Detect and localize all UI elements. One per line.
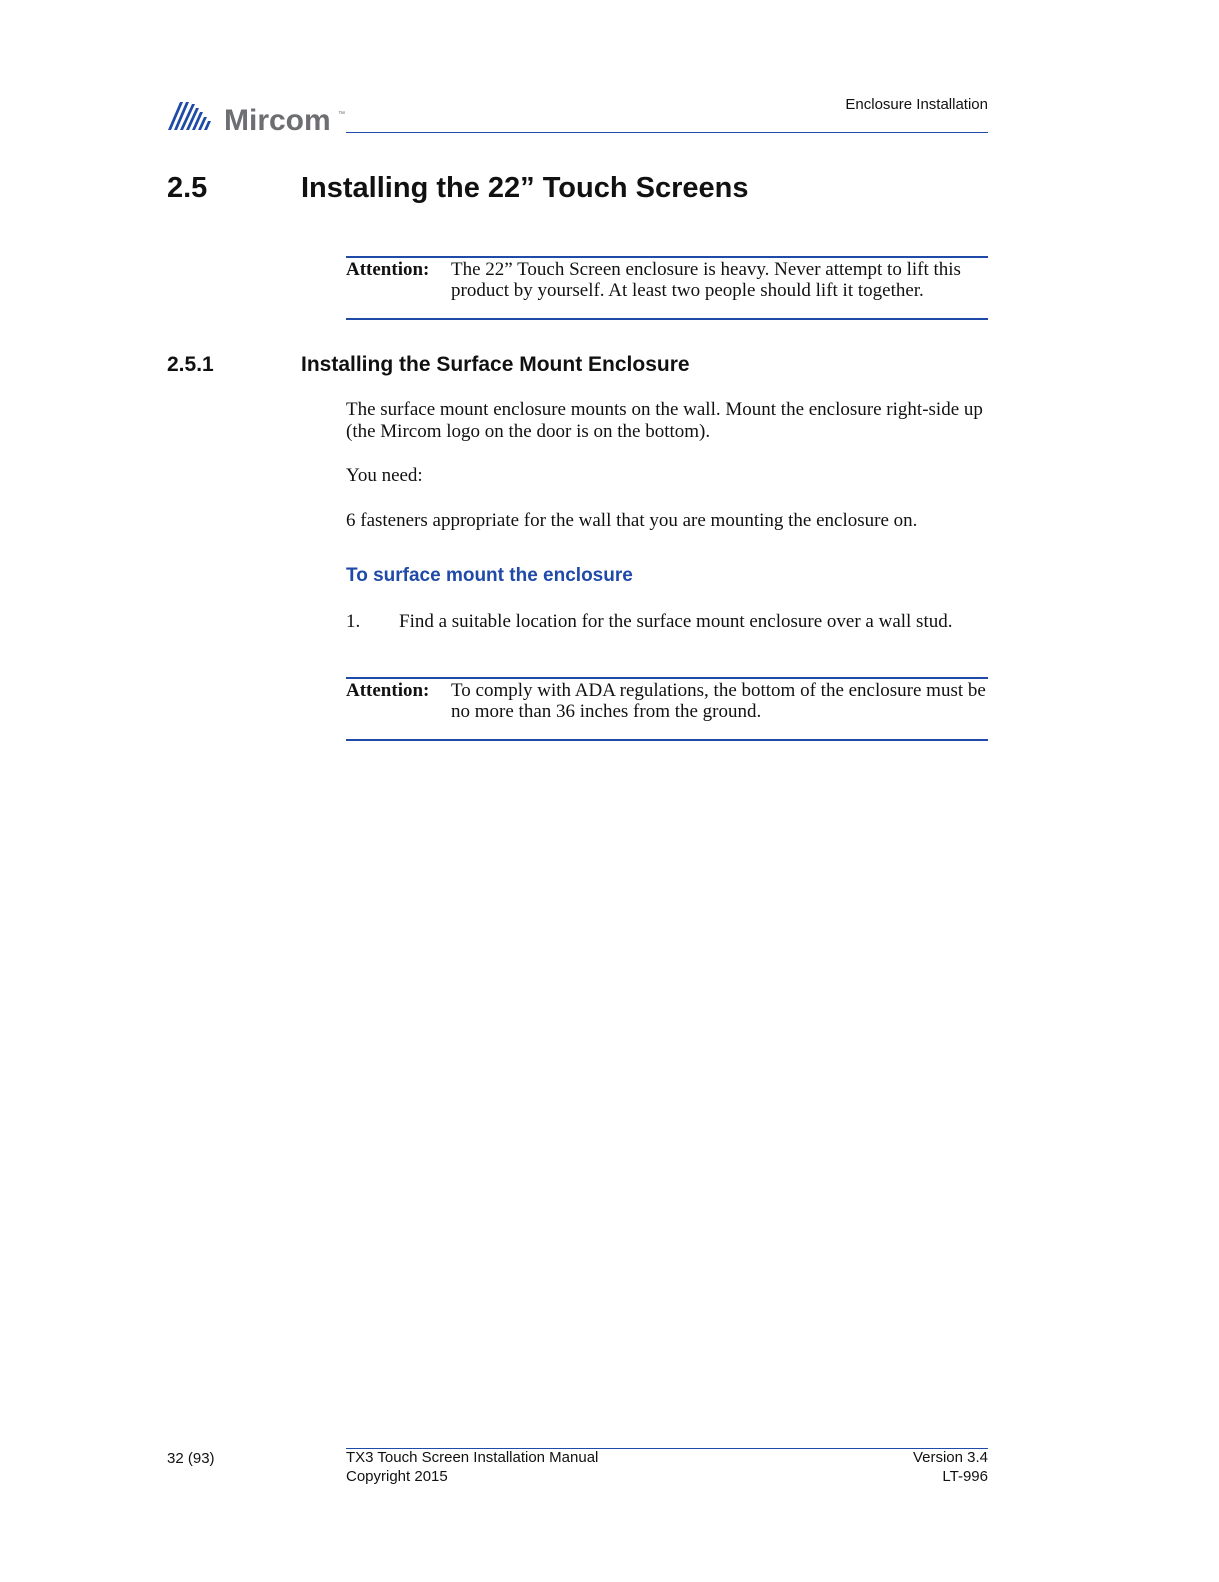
subsection-title: Installing the Surface Mount Enclosure xyxy=(301,353,690,376)
attention-text: The 22” Touch Screen enclosure is heavy. Never attempt to lift this product by yourself. At least two people should lift it together. xyxy=(451,259,961,301)
logo-wordmark: Mircom xyxy=(224,104,331,136)
step-number: 1. xyxy=(346,611,361,632)
attention-box xyxy=(346,677,988,741)
attention-label: Attention: xyxy=(346,259,430,280)
attention-text: To comply with ADA regulations, the bottom of the enclosure must be no more than 36 inches from the ground. xyxy=(451,680,986,722)
step-text: Find a suitable location for the surface mount enclosure over a wall stud. xyxy=(399,611,953,632)
section-number: 2.5 xyxy=(167,172,208,204)
mircom-logo-mark-icon xyxy=(166,100,346,136)
subsection-number: 2.5.1 xyxy=(167,353,214,376)
document-code: LT-996 xyxy=(942,1468,988,1485)
logo-trademark: ™ xyxy=(338,111,345,118)
body-paragraph: The surface mount enclosure mounts on the wall. Mount the enclosure right-side up (the Mircom logo on the door is on the bottom). xyxy=(346,399,983,442)
version: Version 3.4 xyxy=(912,1449,988,1466)
body-paragraph: 6 fasteners appropriate for the wall that you are mounting the enclosure on. xyxy=(346,510,918,531)
body-paragraph: You need: xyxy=(346,465,423,486)
manual-title: TX3 Touch Screen Installation Manual xyxy=(346,1449,599,1466)
attention-label: Attention: xyxy=(346,680,430,701)
header-rule xyxy=(346,132,988,133)
running-header: Enclosure Installation xyxy=(845,96,988,113)
attention-box xyxy=(346,256,988,320)
mircom-logo xyxy=(166,100,346,136)
procedure-heading: To surface mount the enclosure xyxy=(346,565,633,586)
section-title: Installing the 22” Touch Screens xyxy=(301,172,749,204)
copyright: Copyright 2015 xyxy=(346,1468,448,1485)
page-number: 32 (93) xyxy=(167,1450,215,1467)
